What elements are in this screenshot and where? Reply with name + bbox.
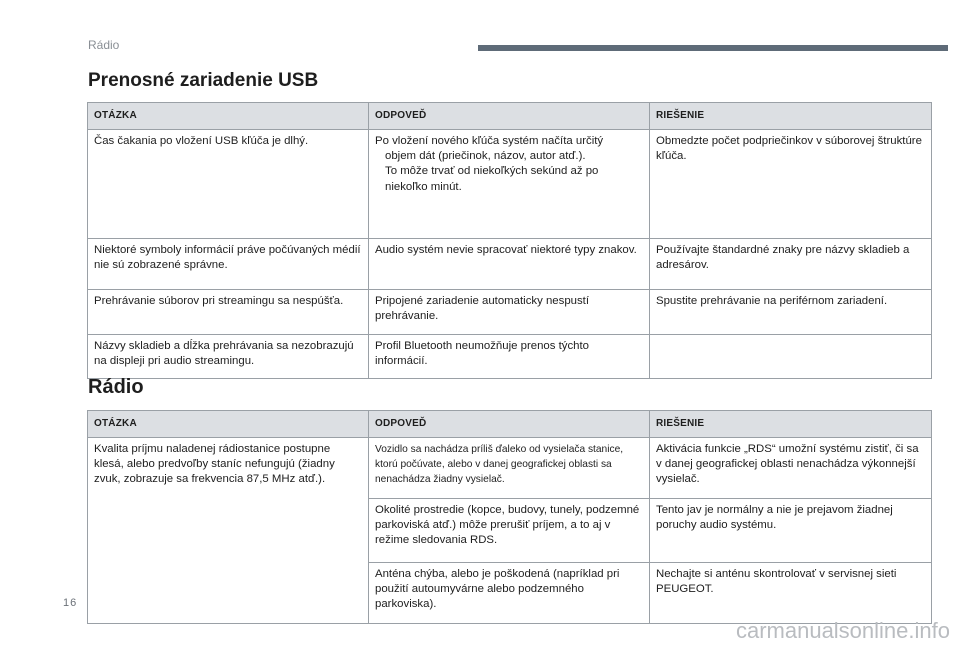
table-row [88,290,932,335]
solution-cell: Obmedzte počet podpriečinkov v súborovej štruktúre kľúča. [650,130,932,239]
column-header-question: OTÁZKA [88,411,369,438]
table-row [88,130,932,239]
solution-cell: Spustite prehrávanie na periférnom zariadení. [650,290,932,335]
question-cell: Kvalita príjmu naladenej rádiostanice postupne klesá, alebo predvoľby staníc nefungujú (žiadny zvuk, zobrazuje sa frekvencia 87,5 MHz atď.). [88,438,369,624]
answer-line: objem dát (priečinok, názov, autor atď.). [385,150,586,163]
solution-cell: Tento jav je normálny a nie je prejavom žiadnej poruchy audio systému. [650,499,932,563]
usb-section-title: Prenosné zariadenie USB [88,70,319,91]
question-cell: Niektoré symboly informácií práve počúvaných médií nie sú zobrazené správne. [88,239,369,290]
question-cell: Názvy skladieb a dĺžka prehrávania sa nezobrazujú na displeji pri audio streamingu. [88,335,369,379]
column-header-solution: RIEŠENIE [650,103,932,130]
table-header-row [88,103,932,130]
answer-cell: Okolité prostredie (kopce, budovy, tunely, podzemné parkoviská atď.) môže prerušiť príjem, a to aj v režime sledovania RDS. [369,499,650,563]
answer-cell: Audio systém nevie spracovať niektoré typy znakov. [369,239,650,290]
solution-cell [650,335,932,379]
solution-cell: Nechajte si anténu skontrolovať v servisnej sieti PEUGEOT. [650,563,932,624]
answer-line: To môže trvať od niekoľkých sekúnd až po [385,165,599,178]
usb-faq-table [87,102,932,379]
table-row [88,239,932,290]
answer-cell: Profil Bluetooth neumožňuje prenos týchto informácií. [369,335,650,379]
column-header-question: OTÁZKA [88,103,369,130]
answer-cell [369,130,650,239]
question-cell: Čas čakania po vložení USB kľúča je dlhý. [88,130,369,239]
table-row [88,335,932,379]
answer-cell: Vozidlo sa nachádza príliš ďaleko od vysielača stanice, ktorú počúvate, alebo v danej geografickej oblasti sa nenachádza žiadny vysielač. [369,438,650,499]
page-number: 16 [63,597,78,609]
section-header-label: Rádio [88,38,120,52]
column-header-answer: ODPOVEĎ [369,103,650,130]
table-row [88,438,932,499]
solution-cell: Aktivácia funkcie „RDS“ umožní systému zistiť, či sa v danej geografickej oblasti nenachádza výkonnejší vysielač. [650,438,932,499]
radio-faq-table [87,410,932,624]
answer-line: Po vložení nového kľúča systém načíta určitý [375,135,604,147]
table-header-row [88,411,932,438]
watermark: carmanualsonline.info [735,618,950,643]
answer-cell: Anténa chýba, alebo je poškodená (napríklad pri použití autoumyvárne alebo podzemného parkoviska). [369,563,650,624]
answer-line: niekoľko minút. [385,180,462,193]
answer-cell: Pripojené zariadenie automaticky nespustí prehrávanie. [369,290,650,335]
column-header-solution: RIEŠENIE [650,411,932,438]
question-cell: Prehrávanie súborov pri streamingu sa nespúšťa. [88,290,369,335]
radio-section-title: Rádio [88,376,144,398]
section-header-bar [478,45,948,51]
column-header-answer: ODPOVEĎ [369,411,650,438]
solution-cell: Používajte štandardné znaky pre názvy skladieb a adresárov. [650,239,932,290]
